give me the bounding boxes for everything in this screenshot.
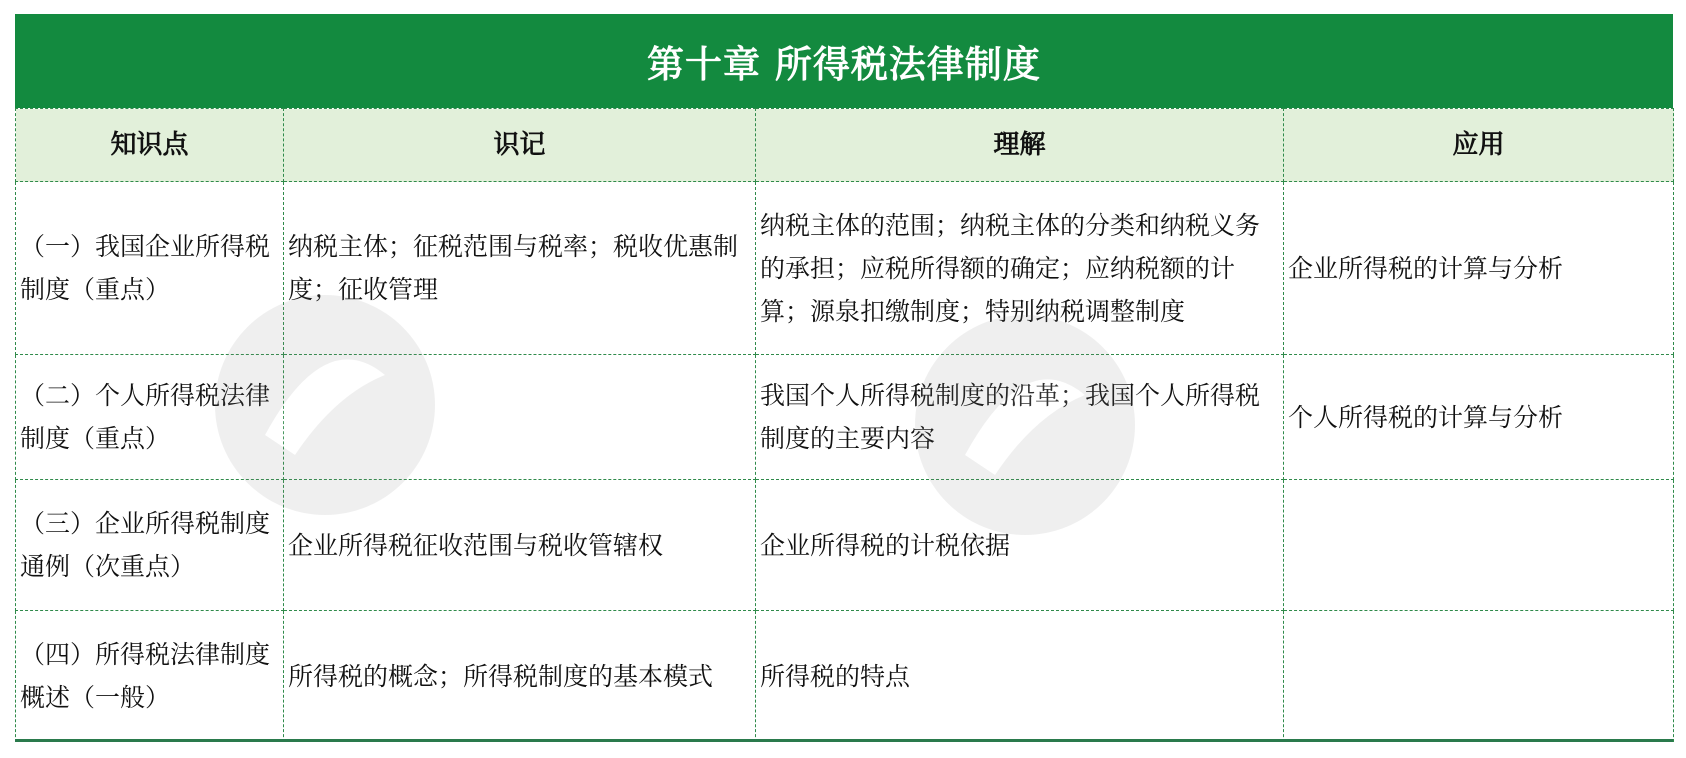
topic-cell: （二）个人所得税法律制度（重点） [16,355,284,480]
apply-cell: 个人所得税的计算与分析 [1284,355,1674,480]
understand-cell: 所得税的特点 [756,611,1284,742]
knowledge-table [15,108,1674,742]
chapter-table-container [15,14,1673,742]
topic-cell: （四）所得税法律制度概述（一般） [16,611,284,742]
understand-cell: 纳税主体的范围；纳税主体的分类和纳税义务的承担；应税所得额的确定；应纳税额的计算；源泉扣缴制度；特别纳税调整制度 [756,182,1284,355]
memorize-cell: 纳税主体；征税范围与税率；税收优惠制度；征收管理 [284,182,756,355]
table-row [16,182,1674,355]
table-row [16,480,1674,611]
header-row [16,109,1674,182]
topic-cell: （三）企业所得税制度通例（次重点） [16,480,284,611]
apply-cell: 企业所得税的计算与分析 [1284,182,1674,355]
header-apply: 应用 [1284,109,1674,182]
header-memorize: 识记 [284,109,756,182]
apply-cell [1284,480,1674,611]
header-knowledge-point: 知识点 [16,109,284,182]
memorize-cell: 企业所得税征收范围与税收管辖权 [284,480,756,611]
topic-cell: （一）我国企业所得税制度（重点） [16,182,284,355]
understand-cell: 企业所得税的计税依据 [756,480,1284,611]
understand-cell: 我国个人所得税制度的沿革；我国个人所得税制度的主要内容 [756,355,1284,480]
header-understand: 理解 [756,109,1284,182]
memorize-cell [284,355,756,480]
chapter-title: 第十章 所得税法律制度 [15,14,1673,108]
apply-cell [1284,611,1674,742]
table-bottom-border [15,739,1673,742]
table-row [16,611,1674,742]
table-row [16,355,1674,480]
memorize-cell: 所得税的概念；所得税制度的基本模式 [284,611,756,742]
